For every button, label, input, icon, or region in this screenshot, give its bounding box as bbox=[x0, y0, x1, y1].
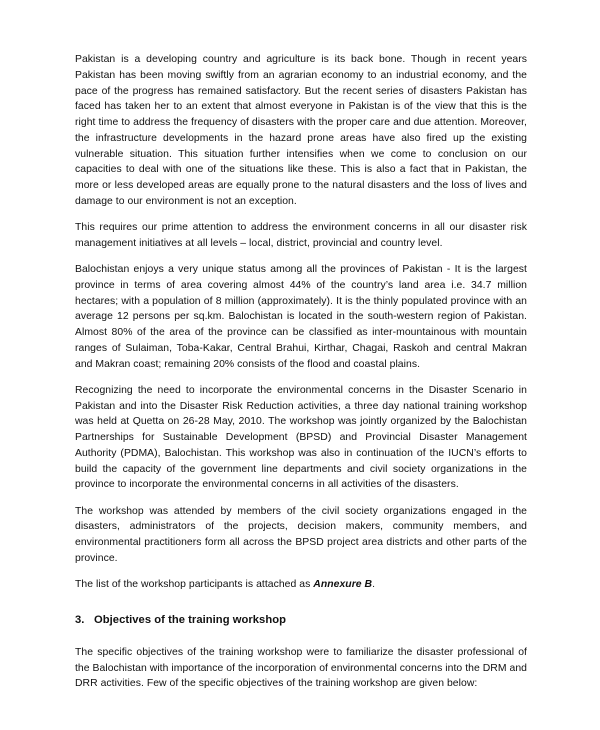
paragraph-pakistan-overview: Pakistan is a developing country and agriculture is its back bone. Though in recent years Pakistan has been moving swiftly from an agrarian economy to an industrial economy, and the pace of the progress has remained satisfactory. But the recent series of disasters Pakistan has faced has taken her to an extent that almost everyone in Pakistan is of the view that this is the right time to address the frequency of disasters with the proper care and due attention. Moreover, the infrastructure developments in the hazard prone areas have also fired up the existing vulnerable situation. This situation further intensifies when we come to conclusion on our capacities to deal with one of the situations like these. This is also a fact that in Pakistan, the more or less developed areas are equally prone to the natural disasters and the loss of lives and damage to our environment is not an exception. bbox=[75, 54, 527, 207]
paragraph-workshop-attendance: The workshop was attended by members of the civil society organizations engaged in the disasters, administrators of the projects, decision makers, community members, and environmental practitioners form all across the BPSD project area districts and other parts of the province. bbox=[75, 505, 527, 564]
paragraph-balochistan-status: Balochistan enjoys a very unique status among all the provinces of Pakistan - It is the largest province in terms of area covering almost 44% of the country’s land area i.e. 34.7 million hectares; with a population of 8 million (approximately). It is the thinly populated province with an average 12 persons per sq.km. Balochistan is located in the south-western region of Pakistan. Almost 80% of the area of the province can be classified as inter-mountainous with mountain ranges of Sulaiman, Toba-Kakar, Central Brahui, Kirthar, Chagai, Raskoh and central Makran and Makran coast; remaining 20% consists of the flood and coastal plains. bbox=[75, 264, 527, 370]
section-heading-objectives bbox=[75, 613, 527, 628]
paragraph-workshop-background: Recognizing the need to incorporate the environmental concerns in the Disaster Scenario in Pakistan and into the Disaster Risk Reduction activities, a three day national training workshop was held at Quetta on 26-28 May, 2010. The workshop was jointly organized by the Balochistan Partnerships for Sustainable Development (BPSD) and Provincial Disaster Management Authority (PDMA), Balochistan. This workshop was also in continuation of the IUCN’s efforts to build the capacity of the government line departments and civil society organizations in the province to incorporate the environmental concerns in all activities of the disasters. bbox=[75, 384, 527, 491]
annex-prefix: The list of the workshop participants is attached as bbox=[75, 579, 314, 590]
section-number: 3. bbox=[75, 613, 85, 626]
annex-suffix: . bbox=[372, 579, 376, 590]
section-title: Objectives of the training workshop bbox=[94, 613, 286, 626]
paragraph-annex-reference bbox=[75, 577, 527, 593]
annex-link-text: Annexure B bbox=[313, 579, 373, 590]
paragraph-prime-attention: This requires our prime attention to address the environment concerns in all our disaster risk management initiatives at all levels – local, district, provincial and country level. bbox=[75, 222, 527, 249]
paragraph-objectives-intro: The specific objectives of the training workshop were to familiarize the disaster professional of the Balochistan with importance of the incorporation of environmental concerns into the DRM and DRR activities. Few of the specific objectives of the training workshop are given below: bbox=[75, 646, 527, 690]
